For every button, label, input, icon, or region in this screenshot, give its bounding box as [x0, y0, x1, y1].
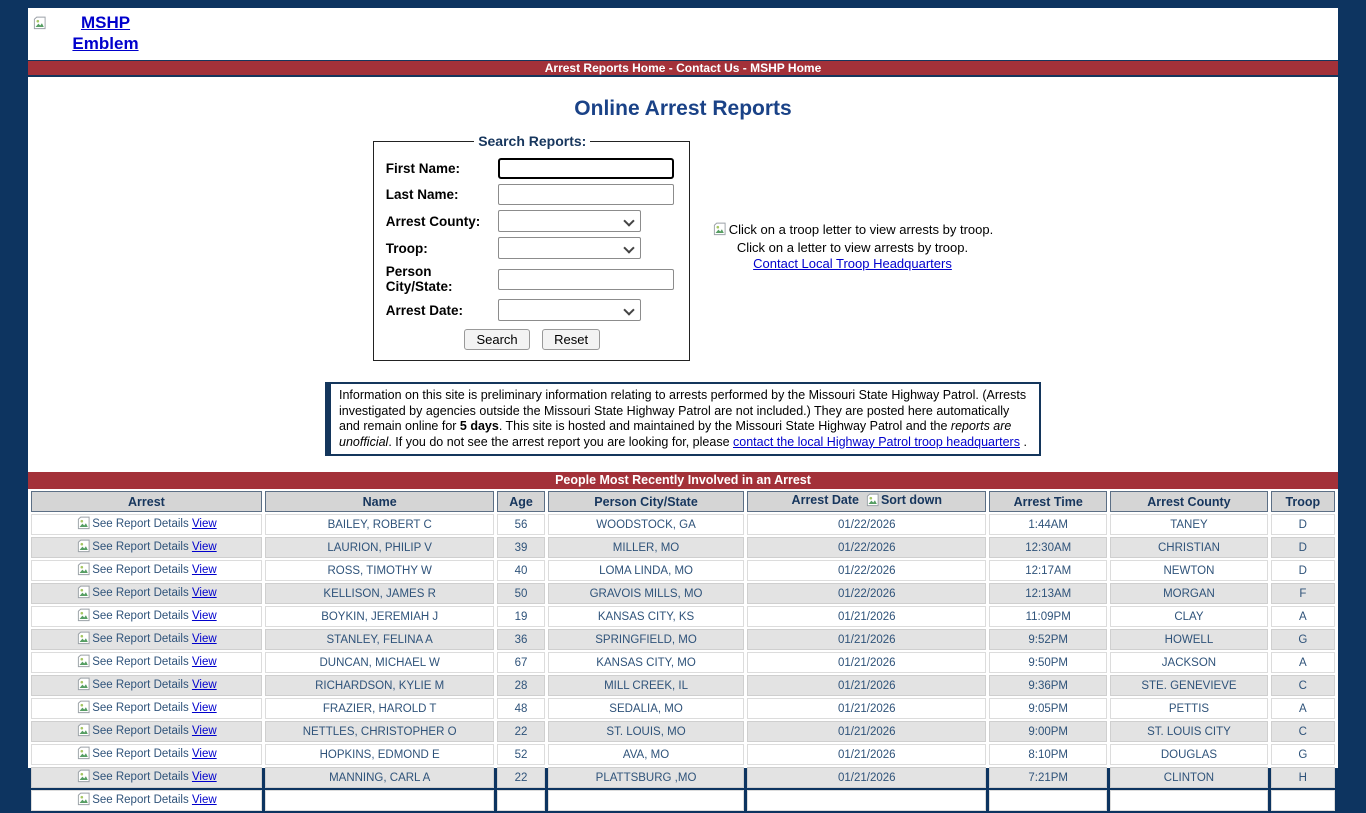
cell-name: MANNING, CARL A — [265, 767, 495, 788]
cell-arrest_county: CLAY — [1110, 606, 1267, 627]
person-city-state-input[interactable] — [498, 269, 674, 290]
arrest-date-select-wrap — [498, 299, 641, 321]
cell-arrest_time: 7:21PM — [989, 767, 1107, 788]
cell-troop: F — [1271, 583, 1335, 604]
cell-arrest_date: 01/21/2026 — [747, 721, 986, 742]
cell-troop: C — [1271, 721, 1335, 742]
cell-arrest — [31, 629, 262, 650]
table-row — [31, 744, 1335, 765]
cell-troop: D — [1271, 560, 1335, 581]
cell-age: 40 — [497, 560, 544, 581]
notice-part3: . If you do not see the arrest report you are looking for, please — [388, 434, 733, 449]
cell-arrest_time: 9:05PM — [989, 698, 1107, 719]
broken-image-icon — [76, 608, 91, 625]
cell-arrest_date: 01/21/2026 — [747, 606, 986, 627]
see-report-details-label: See Report Details — [92, 771, 189, 783]
arrest-table-body — [31, 514, 1335, 811]
cell-arrest_time: 1:44AM — [989, 514, 1107, 535]
col-header-arrest-county: Arrest County — [1110, 491, 1267, 512]
last-name-input[interactable] — [498, 184, 674, 205]
troop-map-alt-text: Click on a troop letter to view arrests by troop. — [728, 222, 994, 237]
col-header-arrest-time: Arrest Time — [989, 491, 1107, 512]
broken-image-icon — [76, 769, 91, 786]
search-reports-form — [373, 133, 690, 361]
cell-arrest_date — [747, 790, 986, 811]
cell-arrest_county: STE. GENEVIEVE — [1110, 675, 1267, 696]
table-row — [31, 652, 1335, 673]
see-report-details-label: See Report Details — [92, 679, 189, 691]
cell-city_state — [548, 790, 745, 811]
view-link[interactable]: View — [191, 771, 217, 783]
notice-bold: 5 days — [459, 419, 499, 433]
view-link[interactable]: View — [191, 748, 217, 760]
arrest-date-row — [386, 299, 679, 321]
col-header-arrest-date — [747, 491, 986, 512]
top-nav-bar — [28, 60, 1338, 77]
cell-name: STANLEY, FELINA A — [265, 629, 495, 650]
cell-arrest — [31, 790, 262, 811]
broken-image-icon — [712, 222, 727, 240]
cell-city_state: AVA, MO — [548, 744, 745, 765]
cell-age: 50 — [497, 583, 544, 604]
troop-info-caption: Click on a letter to view arrests by troop. — [736, 240, 969, 255]
cell-arrest_date: 01/21/2026 — [747, 767, 986, 788]
cell-age: 52 — [497, 744, 544, 765]
see-report-details-label: See Report Details — [92, 725, 189, 737]
cell-arrest — [31, 583, 262, 604]
cell-arrest_date: 01/22/2026 — [747, 583, 986, 604]
table-row — [31, 537, 1335, 558]
cell-city_state: KANSAS CITY, MO — [548, 652, 745, 673]
see-report-details-label: See Report Details — [92, 587, 189, 599]
cell-age: 19 — [497, 606, 544, 627]
table-row — [31, 606, 1335, 627]
cell-city_state: KANSAS CITY, KS — [548, 606, 745, 627]
table-row — [31, 767, 1335, 788]
cell-arrest_date: 01/21/2026 — [747, 675, 986, 696]
cell-city_state: SEDALIA, MO — [548, 698, 745, 719]
page-content — [28, 8, 1338, 806]
cell-troop — [1271, 790, 1335, 811]
cell-arrest_county: JACKSON — [1110, 652, 1267, 673]
cell-age: 48 — [497, 698, 544, 719]
cell-arrest_date: 01/21/2026 — [747, 629, 986, 650]
table-row — [31, 583, 1335, 604]
first-name-input[interactable] — [498, 158, 674, 179]
cell-arrest_time: 9:00PM — [989, 721, 1107, 742]
cell-troop: G — [1271, 629, 1335, 650]
cell-arrest_date: 01/22/2026 — [747, 514, 986, 535]
cell-arrest_time: 11:09PM — [989, 606, 1107, 627]
person-city-state-label: Person City/State: — [385, 264, 453, 294]
arrest-county-select[interactable] — [498, 210, 641, 232]
person-city-state-row — [386, 264, 679, 294]
cell-troop: C — [1271, 675, 1335, 696]
cell-arrest_county: DOUGLAS — [1110, 744, 1267, 765]
cell-arrest — [31, 514, 262, 535]
cell-arrest_county: MORGAN — [1110, 583, 1267, 604]
sort-down-control[interactable]: Sort down — [880, 493, 943, 507]
troop-select-wrap — [498, 237, 641, 259]
table-row — [31, 629, 1335, 650]
arrest-date-label: Arrest Date: — [385, 302, 464, 318]
cell-arrest_time — [989, 790, 1107, 811]
cell-age: 28 — [497, 675, 544, 696]
notice-part2: . This site is hosted and maintained by the Missouri State Highway Patrol and the — [498, 419, 951, 433]
cell-arrest_time: 12:13AM — [989, 583, 1107, 604]
view-link[interactable]: View — [191, 541, 217, 553]
cell-arrest_time: 12:30AM — [989, 537, 1107, 558]
view-link[interactable]: View — [191, 587, 217, 599]
broken-image-icon — [76, 654, 91, 671]
troop-info-block — [712, 222, 993, 272]
see-report-details-label: See Report Details — [92, 656, 189, 668]
broken-image-icon — [76, 677, 91, 694]
cell-arrest — [31, 767, 262, 788]
cell-arrest_time: 12:17AM — [989, 560, 1107, 581]
cell-arrest — [31, 675, 262, 696]
view-link[interactable]: View — [191, 610, 217, 622]
cell-age — [497, 790, 544, 811]
cell-name — [265, 790, 495, 811]
cell-age: 67 — [497, 652, 544, 673]
mshp-emblem-label: MSHP Emblem — [72, 13, 139, 53]
reset-button[interactable]: Reset — [542, 329, 600, 350]
col-header-troop: Troop — [1271, 491, 1335, 512]
broken-image-icon — [76, 539, 91, 556]
see-report-details-label: See Report Details — [92, 633, 189, 645]
arrest-county-label: Arrest County: — [385, 213, 481, 229]
table-header-row — [31, 491, 1335, 512]
cell-troop: G — [1271, 744, 1335, 765]
cell-city_state: WOODSTOCK, GA — [548, 514, 745, 535]
cell-troop: D — [1271, 537, 1335, 558]
col-header-arrest: Arrest — [31, 491, 262, 512]
cell-arrest_county — [1110, 790, 1267, 811]
broken-image-icon — [76, 631, 91, 648]
troop-label: Troop: — [385, 240, 428, 256]
cell-arrest_time: 9:36PM — [989, 675, 1107, 696]
see-report-details-label: See Report Details — [92, 518, 189, 530]
cell-arrest_county: ST. LOUIS CITY — [1110, 721, 1267, 742]
contact-troop-headquarters-link[interactable]: contact the local Highway Patrol troop headquarters — [733, 434, 1020, 449]
col-header-name: Name — [265, 491, 495, 512]
cell-age: 22 — [497, 767, 544, 788]
see-report-details-label: See Report Details — [92, 610, 189, 622]
broken-image-icon — [865, 493, 880, 510]
view-link[interactable]: View — [191, 725, 217, 737]
cell-troop: A — [1271, 698, 1335, 719]
cell-city_state: MILL CREEK, IL — [548, 675, 745, 696]
cell-arrest — [31, 721, 262, 742]
view-link[interactable]: View — [191, 702, 217, 714]
search-zone — [28, 133, 1338, 361]
nav-links[interactable]: Arrest Reports Home - Contact Us - MSHP Home — [544, 61, 822, 75]
cell-name: NETTLES, CHRISTOPHER O — [265, 721, 495, 742]
broken-image-icon — [32, 14, 47, 35]
see-report-details-label: See Report Details — [92, 748, 189, 760]
cell-age: 39 — [497, 537, 544, 558]
table-row — [31, 790, 1335, 811]
form-buttons — [386, 329, 679, 350]
see-report-details-label: See Report Details — [92, 702, 189, 714]
cell-name: BOYKIN, JEREMIAH J — [265, 606, 495, 627]
table-row — [31, 514, 1335, 535]
arrest-county-select-wrap — [498, 210, 641, 232]
see-report-details-label: See Report Details — [92, 794, 189, 806]
cell-age: 22 — [497, 721, 544, 742]
view-link[interactable]: View — [191, 564, 217, 576]
cell-arrest — [31, 537, 262, 558]
table-title-band: People Most Recently Involved in an Arrest — [28, 472, 1338, 489]
cell-name: ROSS, TIMOTHY W — [265, 560, 495, 581]
cell-arrest_date: 01/22/2026 — [747, 560, 986, 581]
cell-arrest_county: HOWELL — [1110, 629, 1267, 650]
broken-image-icon — [76, 700, 91, 717]
site-header — [28, 8, 1338, 60]
cell-name: HOPKINS, EDMOND E — [265, 744, 495, 765]
arrest-county-row — [386, 210, 679, 232]
cell-arrest_date: 01/21/2026 — [747, 744, 986, 765]
cell-arrest_county: CLINTON — [1110, 767, 1267, 788]
cell-city_state: PLATTSBURG ,MO — [548, 767, 745, 788]
view-link[interactable]: View — [191, 794, 217, 806]
broken-image-icon — [76, 585, 91, 602]
first-name-label: First Name: — [385, 161, 461, 176]
contact-local-troop-link[interactable]: Contact Local Troop Headquarters — [753, 256, 952, 271]
cell-troop: D — [1271, 514, 1335, 535]
cell-troop: A — [1271, 652, 1335, 673]
broken-image-icon — [76, 723, 91, 740]
cell-arrest — [31, 698, 262, 719]
arrest-date-column-label: Arrest Date — [791, 493, 859, 507]
table-row — [31, 721, 1335, 742]
broken-image-icon — [76, 792, 91, 809]
search-button[interactable]: Search — [464, 329, 529, 350]
cell-troop: A — [1271, 606, 1335, 627]
view-link[interactable]: View — [191, 679, 217, 691]
cell-arrest — [31, 560, 262, 581]
cell-name: RICHARDSON, KYLIE M — [265, 675, 495, 696]
broken-image-icon — [76, 562, 91, 579]
cell-city_state: LOMA LINDA, MO — [548, 560, 745, 581]
cell-arrest_time: 9:52PM — [989, 629, 1107, 650]
search-form-legend: Search Reports: — [478, 133, 587, 149]
cell-name: BAILEY, ROBERT C — [265, 514, 495, 535]
cell-city_state: GRAVOIS MILLS, MO — [548, 583, 745, 604]
arrest-date-select[interactable] — [498, 299, 641, 321]
arrests-table — [28, 489, 1338, 813]
cell-arrest_date: 01/21/2026 — [747, 652, 986, 673]
view-link[interactable]: View — [191, 656, 217, 668]
cell-arrest_date: 01/22/2026 — [747, 537, 986, 558]
view-link[interactable]: View — [191, 633, 217, 645]
cell-city_state: MILLER, MO — [548, 537, 745, 558]
troop-map-image-alt — [712, 222, 993, 240]
broken-image-icon — [76, 516, 91, 533]
cell-name: FRAZIER, HAROLD T — [265, 698, 495, 719]
cell-name: LAURION, PHILIP V — [265, 537, 495, 558]
troop-select[interactable] — [498, 237, 641, 259]
table-row — [31, 675, 1335, 696]
cell-city_state: ST. LOUIS, MO — [548, 721, 745, 742]
cell-arrest_time: 9:50PM — [989, 652, 1107, 673]
col-header-city-state: Person City/State — [548, 491, 745, 512]
cell-arrest — [31, 744, 262, 765]
notice-part4: . — [1019, 434, 1027, 449]
cell-name: KELLISON, JAMES R — [265, 583, 495, 604]
table-row — [31, 698, 1335, 719]
page-title: Online Arrest Reports — [574, 97, 792, 120]
cell-arrest_date: 01/21/2026 — [747, 698, 986, 719]
last-name-row — [386, 184, 679, 205]
cell-age: 36 — [497, 629, 544, 650]
cell-name: DUNCAN, MICHAEL W — [265, 652, 495, 673]
see-report-details-label: See Report Details — [92, 564, 189, 576]
troop-row — [386, 237, 679, 259]
cell-troop: H — [1271, 767, 1335, 788]
cell-arrest_county: PETTIS — [1110, 698, 1267, 719]
cell-arrest — [31, 606, 262, 627]
disclaimer-notice — [325, 382, 1041, 456]
view-link[interactable]: View — [191, 518, 217, 530]
cell-arrest_time: 8:10PM — [989, 744, 1107, 765]
table-row — [31, 560, 1335, 581]
notice-italic: reports are unofficial — [339, 419, 1012, 449]
cell-arrest_county: CHRISTIAN — [1110, 537, 1267, 558]
cell-arrest — [31, 652, 262, 673]
cell-age: 56 — [497, 514, 544, 535]
first-name-row — [386, 158, 679, 179]
broken-image-icon — [76, 746, 91, 763]
see-report-details-label: See Report Details — [92, 541, 189, 553]
col-header-age: Age — [497, 491, 544, 512]
last-name-label: Last Name: — [385, 187, 459, 202]
cell-arrest_county: TANEY — [1110, 514, 1267, 535]
notice-part1: Information on this site is preliminary information relating to arrests performed by the Missouri State Highway Patrol. (Arrests investigated by agencies outside the Missouri State Highway Patrol are not included.) They are posted here automatically and remain online for — [339, 388, 1027, 433]
cell-city_state: SPRINGFIELD, MO — [548, 629, 745, 650]
cell-arrest_county: NEWTON — [1110, 560, 1267, 581]
mshp-emblem-link[interactable] — [30, 12, 160, 54]
